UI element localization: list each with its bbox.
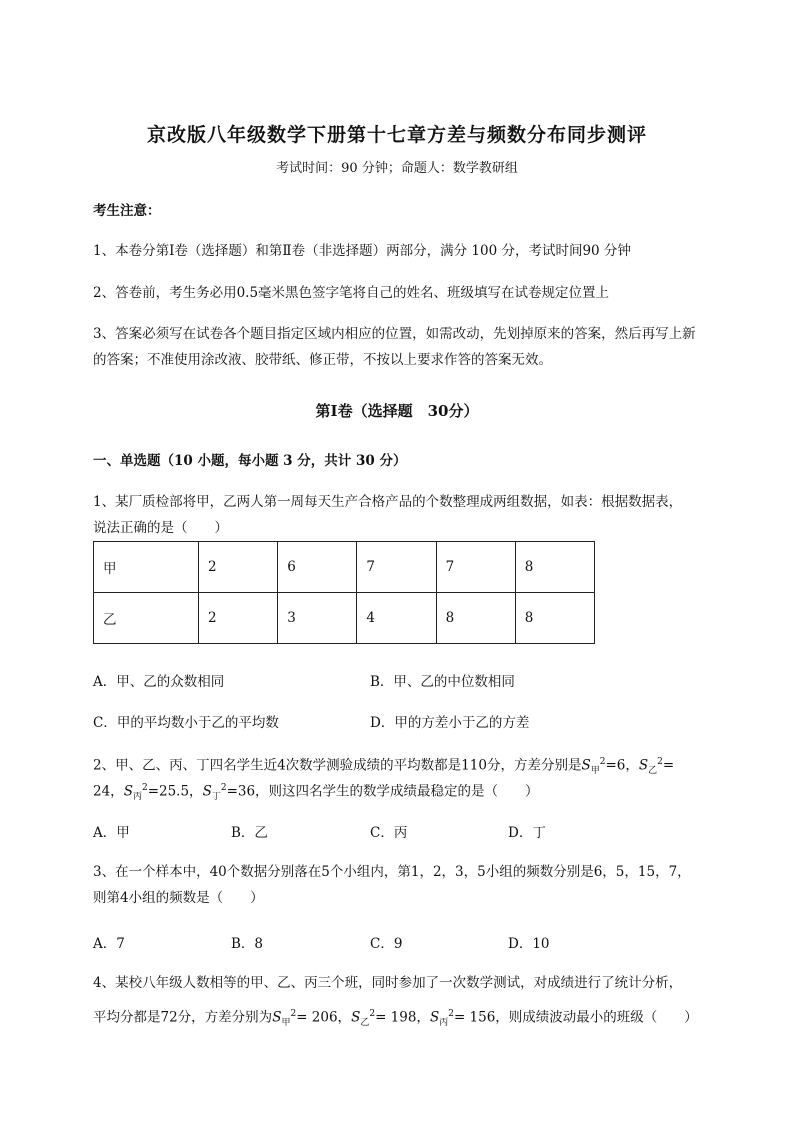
variance-superscript: 2 bbox=[220, 783, 227, 793]
q3-stem-line-2: 则第4小组的频数是（ ） bbox=[93, 890, 264, 906]
page-subtitle: 考试时间：90 分钟；命题人：数学教研组 bbox=[276, 161, 518, 176]
variance-superscript: 2 bbox=[290, 1009, 297, 1019]
part-heading: 一、单选题（10 小题，每小题 3 分，共计 30 分） bbox=[93, 453, 407, 469]
q2-stem-line-2 bbox=[93, 775, 703, 810]
notice-item-2: 2、答卷前，考生务必用0.5毫米黑色签字笔将自己的姓名、班级填写在试卷规定位置上 bbox=[93, 285, 610, 301]
q1-option-c[interactable]: C．甲的平均数小于乙的平均数 bbox=[93, 715, 279, 731]
table-cell: 8 bbox=[515, 593, 594, 644]
variance-value: = bbox=[662, 757, 675, 774]
notice-item-3-line-1: 3、答案必须写在试卷各个题目指定区域内相应的位置，如需改动，先划掉原来的答案，然后再写上新 bbox=[93, 326, 696, 342]
table-cell: 2 bbox=[199, 593, 278, 644]
table-cell: 7 bbox=[357, 542, 436, 593]
page-title: 京改版八年级数学下册第十七章方差与频数分布同步测评 bbox=[146, 124, 647, 146]
variance-symbol: S bbox=[581, 757, 591, 774]
variance-value: =25.5， bbox=[147, 783, 203, 800]
notice-item-3-line-2: 的答案；不准使用涂改液、胶带纸、修正带，不按以上要求作答的答案无效。 bbox=[93, 352, 552, 368]
section-title: 第Ⅰ卷（选择题 30分） bbox=[315, 402, 479, 420]
variance-subscript: 丙 bbox=[439, 1018, 449, 1029]
q4-stem-line-1: 4、某校八年级人数相等的甲、乙、丙三个班，同时参加了一次数学测试，对成绩进行了统计分析， bbox=[93, 975, 683, 991]
variance-symbol: S bbox=[123, 783, 133, 800]
q1-stem-line-1: 1、某厂质检部将甲，乙两人第一周每天生产合格产品的个数整理成两组数据，如表：根据数据表， bbox=[93, 494, 683, 510]
variance-superscript: 2 bbox=[657, 757, 663, 767]
table-cell: 6 bbox=[278, 542, 357, 593]
q3-option-b[interactable]: B．8 bbox=[231, 936, 264, 952]
variance-symbol: S bbox=[272, 1009, 282, 1026]
q1-stem-line-2: 说法正确的是（ ） bbox=[93, 520, 228, 536]
variance-subscript: 丙 bbox=[132, 792, 142, 803]
variance-superscript: 2 bbox=[599, 757, 606, 767]
q1-data-table bbox=[93, 541, 595, 644]
variance-value: = 198， bbox=[375, 1009, 430, 1026]
table-cell: 8 bbox=[515, 542, 594, 593]
q1-option-a[interactable]: A．甲、乙的众数相同 bbox=[93, 674, 225, 690]
table-cell: 3 bbox=[278, 593, 357, 644]
q2-option-a[interactable]: A．甲 bbox=[93, 825, 130, 841]
q3-option-a[interactable]: A．7 bbox=[93, 936, 125, 952]
variance-symbol: S bbox=[429, 1009, 440, 1026]
variance-superscript: 2 bbox=[141, 783, 148, 793]
variance-symbol: S bbox=[202, 783, 212, 800]
q4-stem-tail: = 156，则成绩波动最小的班级（ ） bbox=[453, 1009, 698, 1026]
table-cell: 乙 bbox=[94, 593, 199, 644]
q2-stem-text: 2、甲、乙、丙、丁四名学生近4次数学测验成绩的平均数都是110分，方差分别是 bbox=[93, 757, 582, 774]
variance-subscript: 甲 bbox=[281, 1018, 291, 1029]
q4-stem-text: 平均分都是72分，方差分别为 bbox=[93, 1009, 273, 1026]
variance-subscript: 乙 bbox=[648, 766, 658, 777]
q2-option-d[interactable]: D．丁 bbox=[508, 825, 546, 841]
variance-symbol: S bbox=[351, 1009, 361, 1026]
variance-value: = 206， bbox=[296, 1009, 352, 1026]
q4-stem-line-2 bbox=[93, 1001, 703, 1036]
variance-subscript: 乙 bbox=[360, 1018, 370, 1029]
table-cell: 4 bbox=[357, 593, 436, 644]
variance-symbol: S bbox=[638, 757, 649, 774]
q3-option-c[interactable]: C．9 bbox=[370, 936, 403, 952]
table-cell: 7 bbox=[436, 542, 515, 593]
notice-heading: 考生注意： bbox=[93, 203, 161, 219]
table-cell: 2 bbox=[199, 542, 278, 593]
table-cell: 8 bbox=[436, 593, 515, 644]
variance-subscript: 甲 bbox=[590, 766, 600, 777]
q1-option-d[interactable]: D．甲的方差小于乙的方差 bbox=[370, 715, 530, 731]
variance-superscript: 2 bbox=[369, 1009, 376, 1019]
q3-option-d[interactable]: D．10 bbox=[508, 936, 550, 952]
q3-stem-line-1: 3、在一个样本中，40个数据分别落在5个小组内，第1，2，3，5小组的频数分别是6，5，15，7， bbox=[93, 864, 691, 880]
notice-item-1: 1、本卷分第Ⅰ卷（选择题）和第Ⅱ卷（非选择题）两部分，满分 100 分，考试时间90 分钟 bbox=[93, 243, 631, 259]
variance-value: =6， bbox=[605, 757, 639, 774]
table-row bbox=[94, 542, 595, 593]
q2-option-b[interactable]: B．乙 bbox=[231, 825, 268, 841]
q1-option-b[interactable]: B．甲、乙的中位数相同 bbox=[370, 674, 515, 690]
table-row bbox=[94, 593, 595, 644]
variance-value: 24， bbox=[93, 783, 124, 800]
q2-stem-tail: =36，则这四名学生的数学成绩最稳定的是（ ） bbox=[226, 783, 539, 800]
table-cell: 甲 bbox=[94, 542, 199, 593]
q2-option-c[interactable]: C．丙 bbox=[370, 825, 408, 841]
variance-superscript: 2 bbox=[448, 1009, 454, 1019]
variance-subscript: 丁 bbox=[211, 792, 221, 803]
